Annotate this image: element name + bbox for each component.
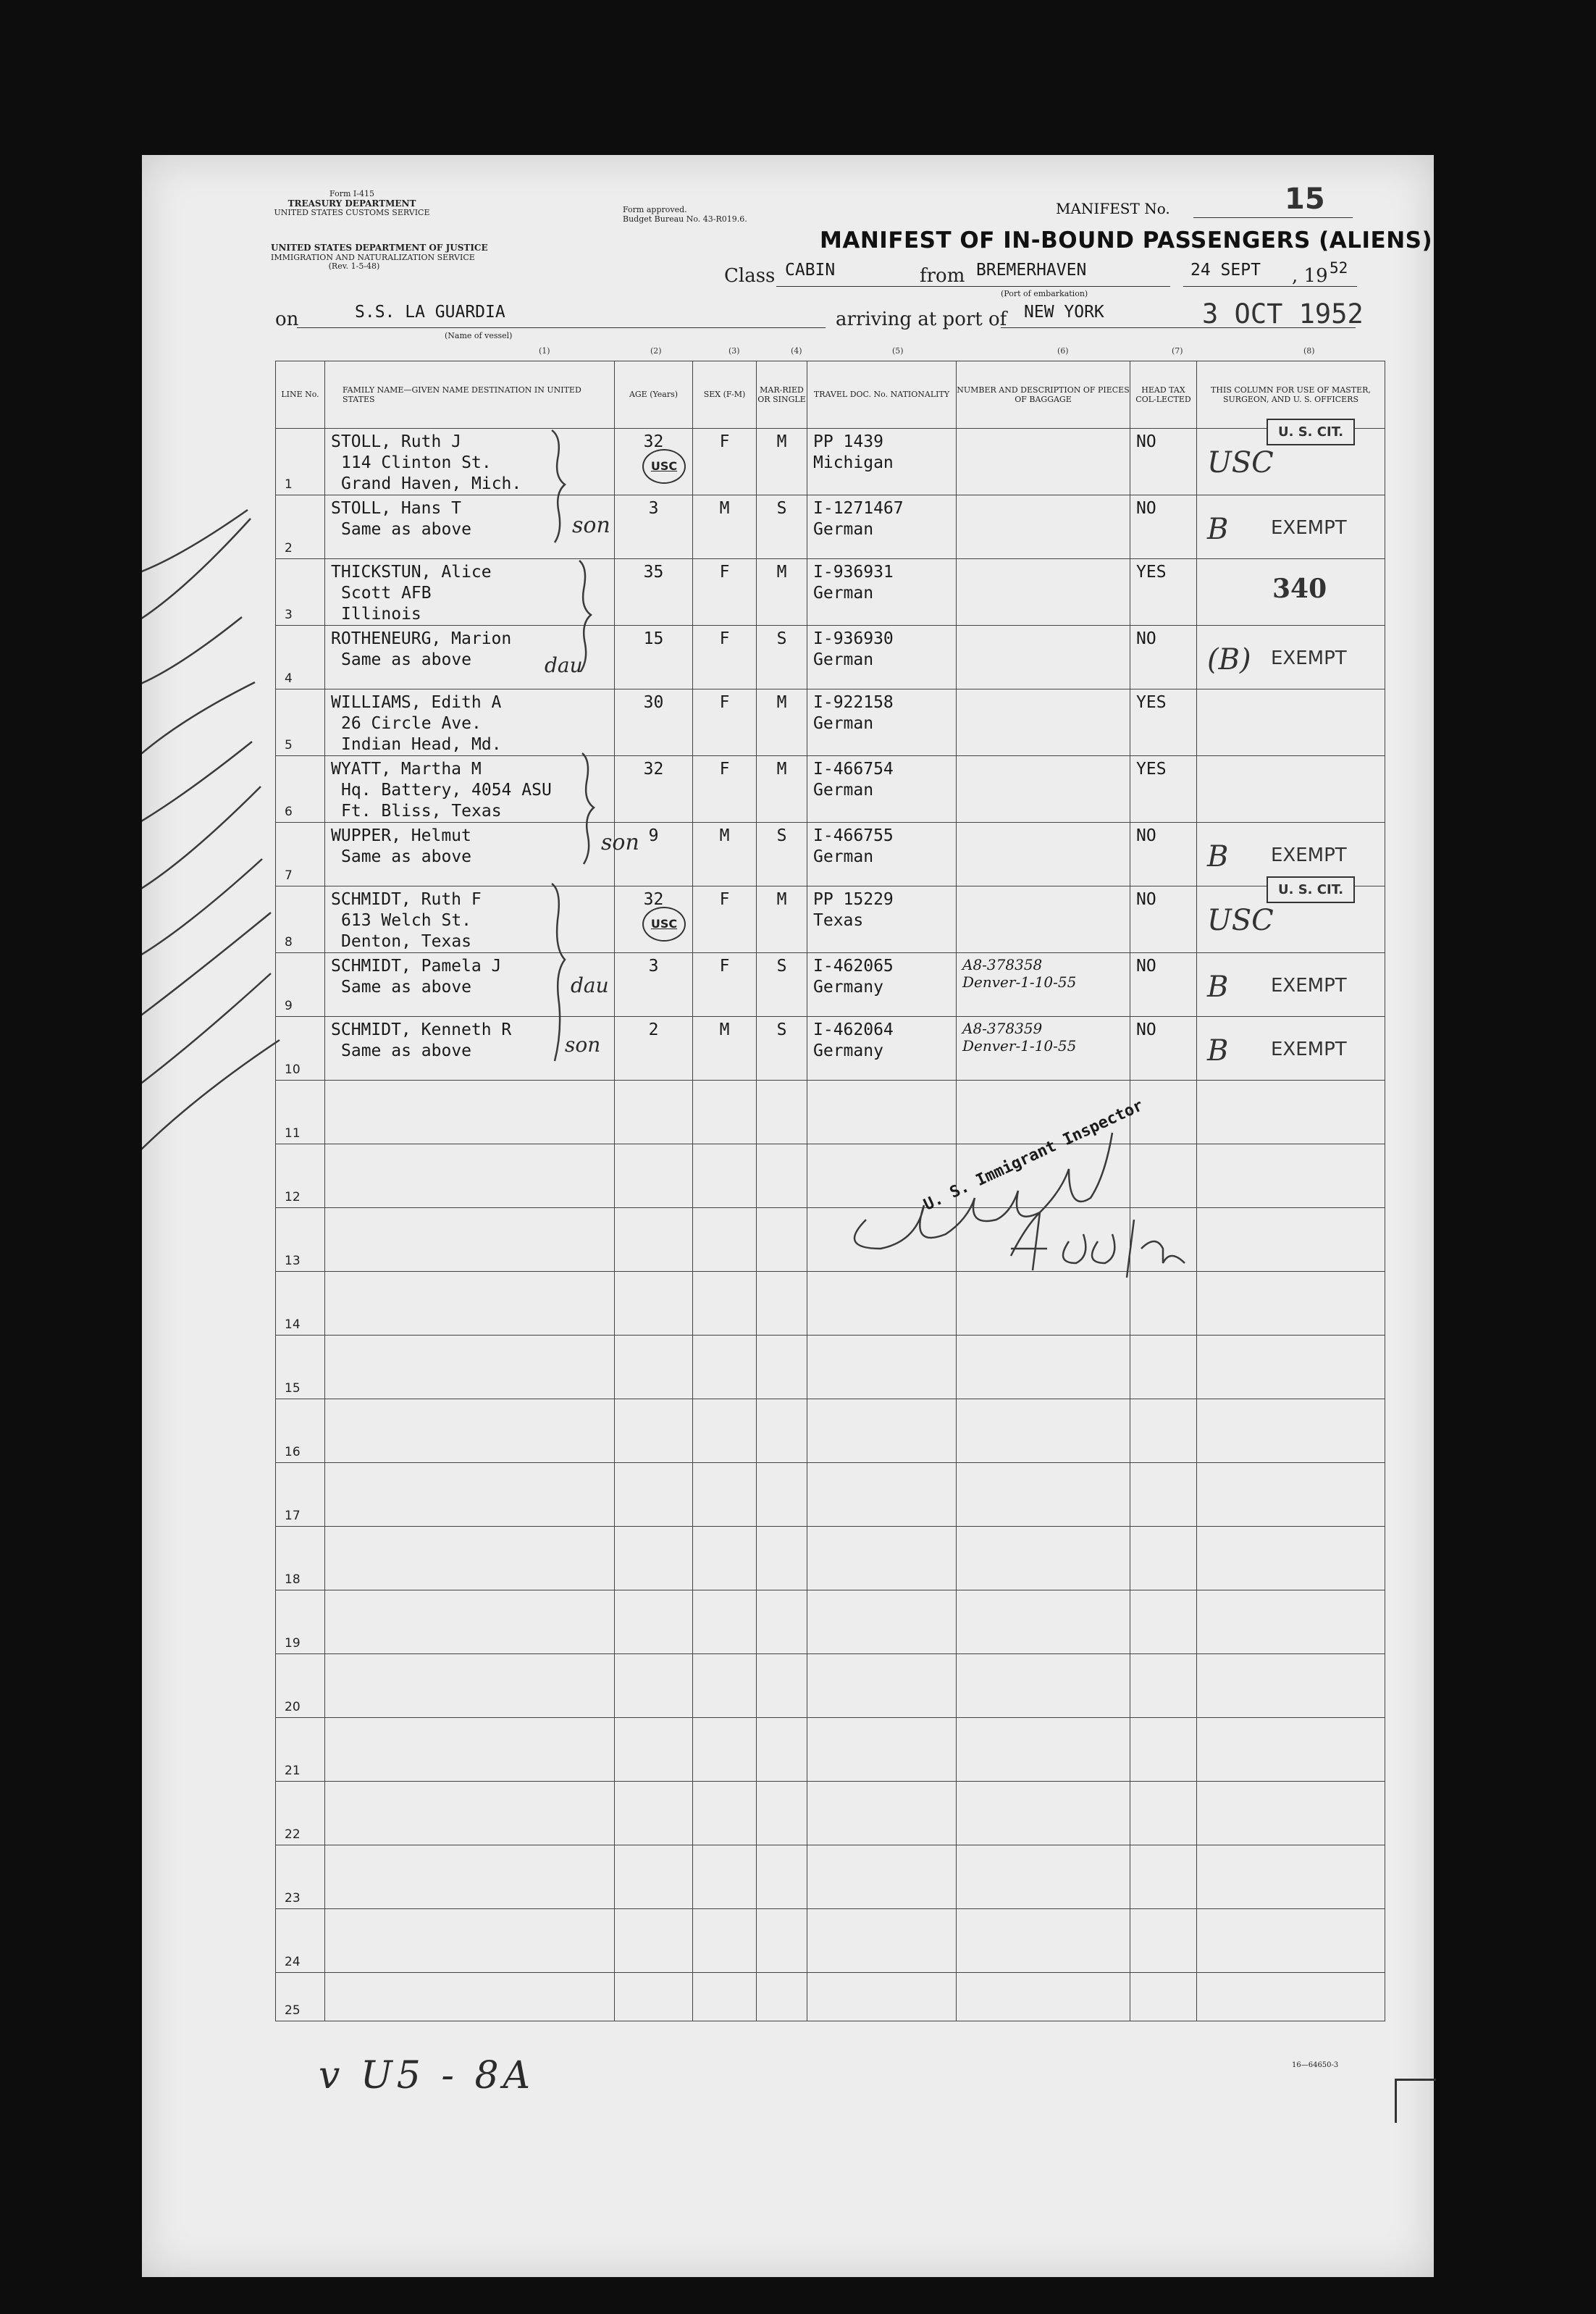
sex: M xyxy=(719,499,730,518)
travel-doc-line: PP 1439 xyxy=(813,432,883,451)
passenger-name-line: STOLL, Hans T xyxy=(331,499,462,518)
line-number: 9 xyxy=(285,999,293,1013)
line-number: 13 xyxy=(285,1254,301,1268)
officer-handwritten-mark: USC xyxy=(1207,446,1274,479)
bottom-margin-note: v U5 - 8A xyxy=(319,2054,535,2097)
age: 35 xyxy=(643,563,664,582)
sex: F xyxy=(719,890,730,909)
passenger-name-line: Same as above xyxy=(341,847,472,866)
officer-stamp: EXEMPT xyxy=(1271,1039,1347,1060)
row-tick-4 xyxy=(142,682,255,769)
margin-brackets xyxy=(142,155,1434,2277)
header-travel-doc: TRAVEL DOC. No. NATIONALITY xyxy=(807,361,957,429)
line-number: 5 xyxy=(285,738,293,753)
passenger-name-line: Scott AFB xyxy=(341,584,432,603)
passenger-name-line: Same as above xyxy=(341,520,472,539)
departure-date: 24 SEPT xyxy=(1190,261,1261,280)
col-num-6: (6) xyxy=(1057,346,1069,356)
line-number: 8 xyxy=(285,935,293,950)
marital-status: S xyxy=(776,957,787,976)
age: 9 xyxy=(648,826,659,845)
form-approved: Form approved. xyxy=(623,205,687,214)
marital-status: S xyxy=(776,499,787,518)
manifest-number: 15 xyxy=(1285,183,1325,216)
passenger-name-line: Denton, Texas xyxy=(341,932,472,951)
line-number: 2 xyxy=(285,541,293,556)
arriving-label: arriving at port of xyxy=(836,309,1007,330)
line-number: 20 xyxy=(285,1700,301,1714)
header-married: MAR-RIED OR SINGLE xyxy=(757,361,807,429)
line-number: 10 xyxy=(285,1062,301,1077)
travel-doc-line: I-462065 xyxy=(813,957,894,976)
travel-doc-line: German xyxy=(813,650,874,669)
age: 32 xyxy=(643,432,664,451)
passenger-name-line: Same as above xyxy=(341,650,472,669)
header-head-tax: HEAD TAX COL-LECTED xyxy=(1130,361,1197,429)
officer-handwritten-mark: B xyxy=(1207,1034,1229,1068)
form-code: 16—64650-3 xyxy=(1292,2061,1339,2069)
line-number: 18 xyxy=(285,1572,301,1587)
baggage-note-line: Denver-1-10-55 xyxy=(962,973,1077,991)
line-number: 11 xyxy=(285,1126,301,1141)
col-num-4: (4) xyxy=(791,346,802,356)
arrival-port: NEW YORK xyxy=(1024,303,1104,322)
passenger-name-line: Same as above xyxy=(341,1041,472,1060)
header-officers: THIS COLUMN FOR USE OF MASTER, SURGEON, AND U. S. OFFICERS xyxy=(1197,361,1385,429)
officer-stamp: EXEMPT xyxy=(1271,975,1347,997)
baggage-note-line: Denver-1-10-55 xyxy=(962,1037,1077,1055)
form-revision: (Rev. 1-5-48) xyxy=(328,261,380,272)
customs-service: UNITED STATES CUSTOMS SERVICE xyxy=(274,208,430,218)
line-number: 21 xyxy=(285,1764,301,1778)
line-number: 23 xyxy=(285,1891,301,1906)
passenger-name-line: Grand Haven, Mich. xyxy=(341,474,522,493)
travel-doc-line: Germany xyxy=(813,978,883,997)
on-label: on xyxy=(275,309,299,330)
line-number: 14 xyxy=(285,1317,301,1332)
header-baggage: NUMBER AND DESCRIPTION OF PIECES OF BAGGAGE xyxy=(957,361,1130,429)
sex: M xyxy=(719,826,730,845)
passenger-name-line: 613 Welch St. xyxy=(341,911,472,930)
head-tax: YES xyxy=(1136,563,1167,582)
usc-stamp: USC xyxy=(642,907,686,942)
line-number: 15 xyxy=(285,1381,301,1396)
line-number: 17 xyxy=(285,1509,301,1523)
header-sex: SEX (F-M) xyxy=(693,361,757,429)
travel-doc-line: Michigan xyxy=(813,453,894,472)
marital-status: S xyxy=(776,629,787,648)
passenger-name-line: Illinois xyxy=(341,605,421,624)
age: 2 xyxy=(648,1020,659,1039)
line-number: 19 xyxy=(285,1636,301,1651)
marital-status: M xyxy=(776,563,787,582)
sex: M xyxy=(719,1020,730,1039)
passenger-name-line: Hq. Battery, 4054 ASU xyxy=(341,781,552,800)
marital-status: S xyxy=(776,826,787,845)
age: 3 xyxy=(648,499,659,518)
arrival-date-stamp: 3 OCT 1952 xyxy=(1202,298,1364,330)
col-num-5: (5) xyxy=(892,346,904,356)
age: 30 xyxy=(643,693,664,712)
marital-status: M xyxy=(776,693,787,712)
justice-dept: UNITED STATES DEPARTMENT OF JUSTICE xyxy=(271,243,488,253)
passenger-name-line: Ft. Bliss, Texas xyxy=(341,802,502,821)
line-number: 12 xyxy=(285,1190,301,1204)
passenger-name-line: WILLIAMS, Edith A xyxy=(331,693,502,712)
from-port: BREMERHAVEN xyxy=(976,261,1087,280)
officer-stamp: U. S. CIT. xyxy=(1267,876,1355,903)
line-number: 6 xyxy=(285,805,293,819)
head-tax: NO xyxy=(1136,826,1156,845)
officer-handwritten-mark: (B) xyxy=(1207,643,1251,676)
line-number: 22 xyxy=(285,1827,301,1842)
officer-stamp: 340 xyxy=(1272,574,1327,604)
baggage-note-line: A8-378358 xyxy=(962,956,1043,973)
relation-note-son-2: son xyxy=(601,830,639,855)
row-tick-10 xyxy=(142,1040,280,1156)
travel-doc-line: I-1271467 xyxy=(813,499,904,518)
travel-doc-line: I-936930 xyxy=(813,629,894,648)
passenger-name-line: WYATT, Martha M xyxy=(331,760,482,779)
travel-doc-line: PP 15229 xyxy=(813,890,894,909)
passenger-name-line: SCHMIDT, Pamela J xyxy=(331,957,502,976)
line-number: 7 xyxy=(285,868,293,883)
passenger-name-line: THICKSTUN, Alice xyxy=(331,563,492,582)
travel-doc-line: I-466755 xyxy=(813,826,894,845)
row-tick-6 xyxy=(142,787,261,895)
sex: F xyxy=(719,693,730,712)
passenger-name-line: 26 Circle Ave. xyxy=(341,714,482,733)
vessel-caption: (Name of vessel) xyxy=(445,331,513,340)
passenger-name-line: SCHMIDT, Kenneth R xyxy=(331,1020,512,1039)
row-tick-3 xyxy=(142,617,242,689)
travel-doc-line: I-462064 xyxy=(813,1020,894,1039)
sex: F xyxy=(719,629,730,648)
class-label: Class xyxy=(724,265,776,287)
row-tick-2 xyxy=(142,519,251,627)
travel-doc-line: German xyxy=(813,847,874,866)
travel-doc-line: German xyxy=(813,520,874,539)
line-number: 24 xyxy=(285,1955,301,1969)
head-tax: NO xyxy=(1136,957,1156,976)
officer-handwritten-mark: B xyxy=(1207,840,1229,873)
head-tax: NO xyxy=(1136,499,1156,518)
manifest-number-label: MANIFEST No. xyxy=(1056,200,1170,217)
marital-status: M xyxy=(776,432,787,451)
travel-doc-line: Texas xyxy=(813,911,864,930)
passenger-name-line: SCHMIDT, Ruth F xyxy=(331,890,482,909)
marital-status: M xyxy=(776,760,787,779)
row-tick-9 xyxy=(142,973,271,1089)
baggage-note-line: A8-378359 xyxy=(962,1020,1043,1037)
col-num-3: (3) xyxy=(728,346,740,356)
from-label: from xyxy=(920,265,965,287)
head-tax: NO xyxy=(1136,1020,1156,1039)
sex: F xyxy=(719,563,730,582)
header-name: FAMILY NAME—GIVEN NAME DESTINATION IN UNITED STATES xyxy=(325,361,615,429)
officer-stamp: EXEMPT xyxy=(1271,647,1347,669)
col-num-8: (8) xyxy=(1303,346,1315,356)
line-number: 4 xyxy=(285,671,293,686)
relation-note-son-3: son xyxy=(565,1033,601,1057)
col-num-2: (2) xyxy=(650,346,662,356)
officer-stamp: EXEMPT xyxy=(1271,844,1347,866)
line-number: 16 xyxy=(285,1445,301,1459)
usc-stamp: USC xyxy=(642,449,686,484)
age: 15 xyxy=(643,629,664,648)
line-number: 25 xyxy=(285,2003,301,2018)
passenger-name-line: STOLL, Ruth J xyxy=(331,432,462,451)
passenger-name-line: Indian Head, Md. xyxy=(341,735,502,754)
col-num-7: (7) xyxy=(1172,346,1183,356)
manifest-title: MANIFEST OF IN-BOUND PASSENGERS (ALIENS) xyxy=(820,227,1433,253)
officer-handwritten-mark: B xyxy=(1207,513,1229,546)
relation-note-son: son xyxy=(572,513,610,538)
col-num-1: (1) xyxy=(539,346,550,356)
travel-doc-line: I-922158 xyxy=(813,693,894,712)
budget-bureau: Budget Bureau No. 43-R019.6. xyxy=(623,214,747,224)
relation-note-dau-2: dau xyxy=(571,973,609,997)
travel-doc-line: I-936931 xyxy=(813,563,894,582)
departure-year: 52 xyxy=(1330,259,1348,277)
passenger-name-line: 114 Clinton St. xyxy=(341,453,492,472)
passenger-name-line: ROTHENEURG, Marion xyxy=(331,629,512,648)
row-tick-7 xyxy=(142,859,262,960)
officer-stamp: U. S. CIT. xyxy=(1267,419,1355,445)
row-tick-1 xyxy=(142,510,248,575)
marital-status: S xyxy=(776,1020,787,1039)
form-number: Form I-415 xyxy=(329,189,374,198)
passenger-name-line: WUPPER, Helmut xyxy=(331,826,471,845)
head-tax: NO xyxy=(1136,890,1156,909)
head-tax: YES xyxy=(1136,693,1167,712)
marital-status: M xyxy=(776,890,787,909)
age: 32 xyxy=(643,760,664,779)
header-age: AGE (Years) xyxy=(615,361,693,429)
vessel-name: S.S. LA GUARDIA xyxy=(355,303,505,322)
sex: F xyxy=(719,760,730,779)
manifest-page xyxy=(142,155,1434,2277)
ins-service: IMMIGRATION AND NATURALIZATION SERVICE xyxy=(271,252,475,262)
passenger-name-line: Same as above xyxy=(341,978,472,997)
officer-handwritten-mark: B xyxy=(1207,971,1229,1004)
travel-doc-line: German xyxy=(813,781,874,800)
bracket-schmidt xyxy=(552,884,565,1061)
travel-doc-line: Germany xyxy=(813,1041,883,1060)
line-number: 3 xyxy=(285,608,293,622)
row-tick-8 xyxy=(142,913,271,1021)
head-tax: NO xyxy=(1136,432,1156,451)
sex: F xyxy=(719,957,730,976)
relation-note-dau: dau xyxy=(545,653,583,677)
header-line-no: LINE No. xyxy=(276,361,325,429)
travel-doc-line: German xyxy=(813,714,874,733)
age: 3 xyxy=(648,957,659,976)
year-prefix: , 19 xyxy=(1292,265,1328,287)
port-embarkation-caption: (Port of embarkation) xyxy=(1001,289,1088,298)
officer-handwritten-mark: USC xyxy=(1207,904,1274,937)
row-tick-5 xyxy=(142,742,252,829)
travel-doc-line: German xyxy=(813,584,874,603)
head-tax: NO xyxy=(1136,629,1156,648)
officer-stamp: EXEMPT xyxy=(1271,517,1347,539)
page-corner-mark xyxy=(1395,2079,1436,2123)
age: 32 xyxy=(643,890,664,909)
bracket-wyatt xyxy=(582,753,594,864)
class-value: CABIN xyxy=(785,261,836,280)
bracket-stoll xyxy=(552,430,565,542)
travel-doc-line: I-466754 xyxy=(813,760,894,779)
line-number: 1 xyxy=(285,477,293,492)
inspector-stamp: U. S. Immigrant Inspector xyxy=(921,1097,1146,1215)
sex: F xyxy=(719,432,730,451)
head-tax: YES xyxy=(1136,760,1167,779)
treasury-dept: TREASURY DEPARTMENT xyxy=(287,198,416,209)
